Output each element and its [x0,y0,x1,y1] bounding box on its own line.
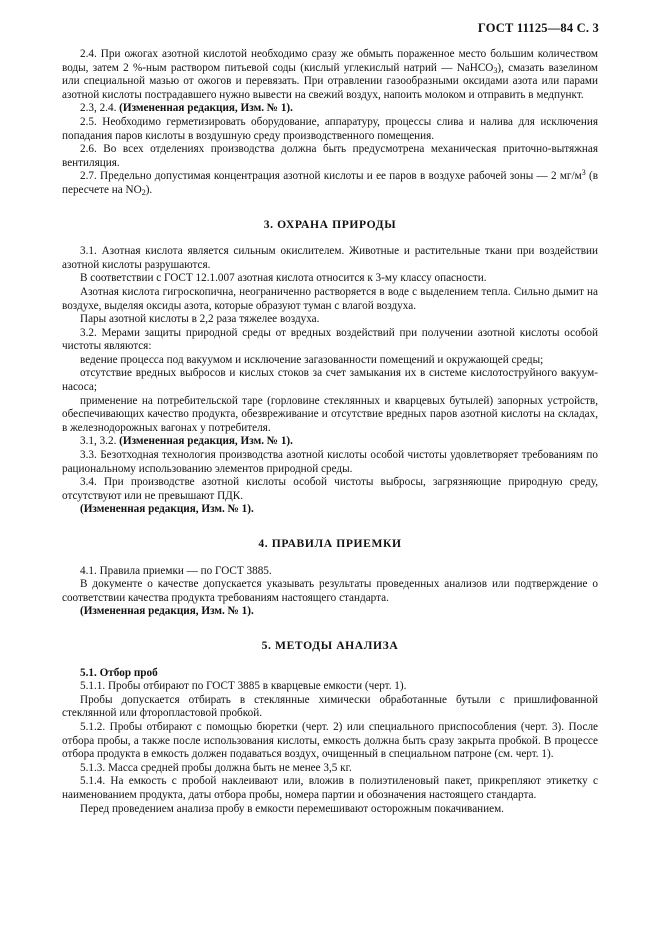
section-3-title: 3. ОХРАНА ПРИРОДЫ [263,217,397,231]
subsection-5-1-title: 5.1. Отбор проб [80,666,158,679]
paragraph-2-4-text-cont: ), смазать вазелином или специальной мазью от ожогов и перевязать. При отравлении газообразными оксидами азота или парами азотной кислоты пострадавшего нужно вывести на свежий воздух, напоить молоком и отправить в медпункт. [62,61,599,101]
paragraph-5-1-4: 5.1.4. На емкость с пробой наклеивают или, вложив в полиэтиленовый пакет, прикрепляют этикетку с наименованием продукта, даты отбора пробы, номера партии и обозначения настоящего стандарта. [62,775,598,801]
paragraph-4-1: 4.1. Правила приемки — по ГОСТ 3885. [80,564,272,577]
paragraph-2-7-end: ). [145,183,153,196]
paragraph-3-2-b: отсутствие вредных выбросов и кислых стоков за счет замыкания их в системе кислотоструйного вакуум-насоса; [62,367,598,394]
paragraph-5-1-4-b: Перед проведением анализа пробу в емкости перемешивают осторожным покачиванием. [80,802,504,815]
superscript: 3 [581,168,586,178]
paragraph-3-2-c: применение на потребительской таре (горловине стеклянных и кварцевых бутылей) запорных устройств, обеспечивающих качество продукта, обезвреживание и отсутствие вредных паров азотной кислоты на складах, в железнодорожных вагонах у потребителя. [62,394,598,434]
edition-note-4: (Измененная редакция, Изм. № 1). [80,605,254,618]
paragraph-3-4: 3.4. При производстве азотной кислоты особой чистоты выбросы, загрязняющие природную среду, отсутствуют или не превышают ПДК. [62,476,598,502]
page-header: ГОСТ 11125—84 С. 3 [477,21,599,35]
paragraph-5-1-1: 5.1.1. Пробы отбирают по ГОСТ 3885 в кварцевые емкости (черт. 1). [80,680,407,693]
edition-note-2 [62,102,598,116]
edition-note-prefix: 3.1, 3.2. [80,435,117,448]
paragraph-3-2: 3.2. Мерами защиты природной среды от вредных воздействий при получении азотной кислоты особой чистоты являются: [62,326,598,353]
paragraph-5-1-2: 5.1.2. Пробы отбирают с помощью бюретки (черт. 2) или специального приспособления (черт. 3). После отбора пробы, а также после использования кислоты, емкость должна быть сразу закрыта пробкой. В процессе отбора продукта в емкость должен подаваться воздух, очищенный в специальном патроне (см. черт. 1). [62,720,598,761]
paragraph-5-1-3: 5.1.3. Масса средней пробы должна быть не менее 3,5 кг. [80,761,352,774]
section-4-title: 4. ПРАВИЛА ПРИЕМКИ [258,537,402,550]
paragraph-3-1: 3.1. Азотная кислота является сильным окислителем. Животные и растительные ткани при воздействии азотной кислоты разрушаются. [62,245,598,271]
edition-note-3-a [62,435,598,449]
paragraph-2-4 [62,48,598,102]
paragraph-2-7 [62,170,598,197]
paragraph-3-1-b: В соответствии с ГОСТ 12.1.007 азотная кислота относится к 3-му классу опасности. [80,272,487,285]
paragraph-2-7-mid: (в пересчете на NO [62,170,598,196]
edition-note-label: (Измененная редакция, Изм. № 1). [119,435,293,448]
subscript: 3 [493,65,498,75]
paragraph-3-3: 3.3. Безотходная технология производства азотной кислоты особой чистоты удовлетворяет требованиям по рациональному использованию элементов природной среды. [62,449,598,475]
paragraph-3-1-d: Пары азотной кислоты в 2,2 раза тяжелее воздуха. [80,313,320,326]
edition-note-label: (Измененная редакция, Изм. № 1). [119,102,293,115]
paragraph-4-1-b: В документе о качестве допускается указывать результаты проведенных анализов или подтверждение о соответствии качества продукта требованиям настоящего стандарта. [62,578,598,604]
section-5-title: 5. МЕТОДЫ АНАЛИЗА [261,638,399,652]
document-body [62,48,598,816]
paragraph-2-4-text: 2.4. При ожогах азотной кислотой необходимо сразу же обмыть пораженное место большим количеством воды, затем 2 %-ным раствором питьевой соды (кислый углекислый натрий — NaHCO [62,48,598,74]
paragraph-2-6: 2.6. Во всех отделениях производства должна быть предусмотрена механическая приточно-вытяжная вентиляция. [62,143,598,169]
subscript: 2 [141,187,146,197]
edition-note-prefix: 2.3, 2.4. [80,102,117,115]
paragraph-3-2-a: ведение процесса под вакуумом и исключение загазованности помещений и окружающей среды; [80,353,544,366]
paragraph-2-7-text: 2.7. Предельно допустимая концентрация азотной кислоты и ее паров в воздухе рабочей зоны — 2 мг/м [80,170,582,183]
paragraph-2-5: 2.5. Необходимо герметизировать оборудование, аппаратуру, процессы слива и налива для исключения попадания паров кислоты в воздушную среду производственного помещения. [62,115,598,142]
paragraph-5-1-1-b: Пробы допускается отбирать в стеклянные химически обработанные бутыли с пришлифованной стеклянной или фторопластовой пробкой. [62,693,598,720]
edition-note-3-b: (Измененная редакция, Изм. № 1). [80,503,254,516]
paragraph-3-1-c: Азотная кислота гигроскопична, неограниченно растворяется в воде с выделением тепла. Сильно дымит на воздухе, выделяя оксиды азота, которые образуют туман с влагой воздуха. [62,285,598,312]
